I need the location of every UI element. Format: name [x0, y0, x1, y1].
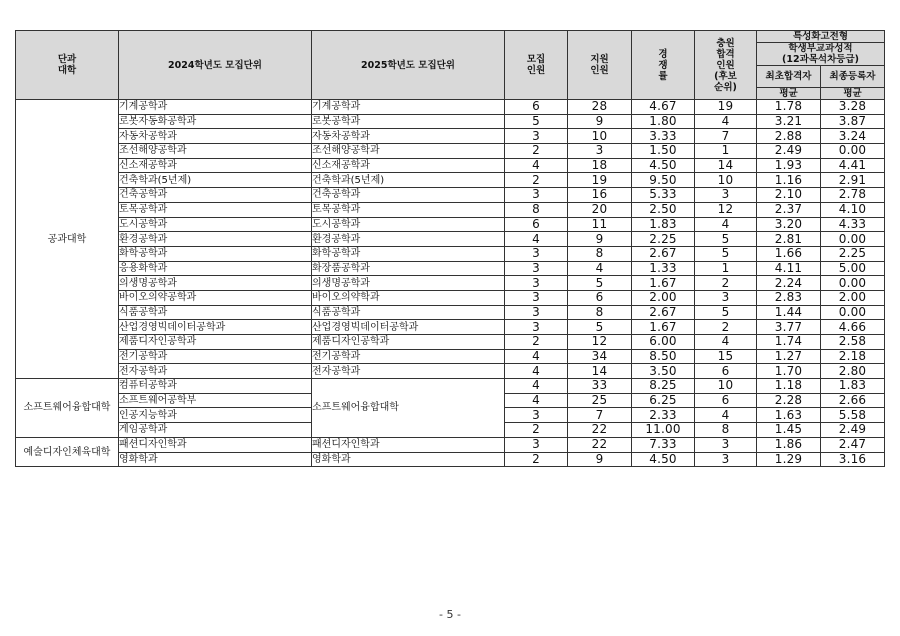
first-avg-cell: 1.70 [757, 364, 821, 379]
table-row [16, 335, 885, 350]
unit-2024-cell: 기계공학과 [119, 100, 312, 115]
ratio-cell: 8.50 [632, 349, 695, 364]
quota-cell: 2 [505, 423, 568, 438]
table-row [16, 173, 885, 188]
quota-cell: 4 [505, 158, 568, 173]
first-avg-cell: 2.88 [757, 129, 821, 144]
table-row [16, 144, 885, 159]
applicants-cell: 10 [568, 129, 632, 144]
quota-cell: 4 [505, 393, 568, 408]
unit-2025-cell: 전기공학과 [312, 349, 505, 364]
final-avg-cell: 3.28 [821, 100, 885, 115]
applicants-cell: 11 [568, 217, 632, 232]
unit-2025-cell: 산업경영빅데이터공학과 [312, 320, 505, 335]
final-avg-cell: 2.49 [821, 423, 885, 438]
final-avg-cell: 2.00 [821, 290, 885, 305]
first-avg-cell: 1.29 [757, 452, 821, 467]
ratio-cell: 2.50 [632, 202, 695, 217]
final-avg-cell: 1.83 [821, 379, 885, 394]
unit-2025-cell: 전자공학과 [312, 364, 505, 379]
unit-2025-cell: 로봇공학과 [312, 114, 505, 129]
additional-cell: 5 [695, 246, 757, 261]
unit-2024-cell: 환경공학과 [119, 232, 312, 247]
quota-cell: 3 [505, 261, 568, 276]
ratio-cell: 2.33 [632, 408, 695, 423]
first-avg-cell: 3.20 [757, 217, 821, 232]
first-avg-cell: 1.27 [757, 349, 821, 364]
additional-cell: 3 [695, 437, 757, 452]
applicants-cell: 14 [568, 364, 632, 379]
unit-2025-merged-cell: 소프트웨어융합대학 [312, 379, 505, 438]
applicants-cell: 34 [568, 349, 632, 364]
table-body [16, 100, 885, 467]
header-grade: 학생부교과성적 (12과목석차등급) [757, 43, 885, 66]
additional-cell: 4 [695, 408, 757, 423]
applicants-cell: 6 [568, 290, 632, 305]
quota-cell: 2 [505, 335, 568, 350]
final-avg-cell: 2.66 [821, 393, 885, 408]
header-special-track: 특성화고전형 [757, 31, 885, 43]
header-unit-2025: 2025학년도 모집단위 [312, 31, 505, 100]
applicants-cell: 33 [568, 379, 632, 394]
quota-cell: 4 [505, 349, 568, 364]
applicants-cell: 12 [568, 335, 632, 350]
first-avg-cell: 2.10 [757, 188, 821, 203]
applicants-cell: 25 [568, 393, 632, 408]
ratio-cell: 2.67 [632, 246, 695, 261]
ratio-cell: 3.50 [632, 364, 695, 379]
additional-cell: 8 [695, 423, 757, 438]
first-avg-cell: 1.93 [757, 158, 821, 173]
additional-cell: 1 [695, 261, 757, 276]
applicants-cell: 4 [568, 261, 632, 276]
header-average-final: 평균 [821, 88, 885, 100]
first-avg-cell: 1.86 [757, 437, 821, 452]
ratio-cell: 2.25 [632, 232, 695, 247]
applicants-cell: 5 [568, 276, 632, 291]
unit-2025-cell: 의생명공학과 [312, 276, 505, 291]
table-row [16, 129, 885, 144]
final-avg-cell: 3.16 [821, 452, 885, 467]
unit-2024-cell: 도시공학과 [119, 217, 312, 232]
unit-2024-cell: 의생명공학과 [119, 276, 312, 291]
quota-cell: 3 [505, 188, 568, 203]
unit-2024-cell: 소프트웨어공학부 [119, 393, 312, 408]
final-avg-cell: 2.18 [821, 349, 885, 364]
table-row [16, 261, 885, 276]
first-avg-cell: 2.28 [757, 393, 821, 408]
applicants-cell: 16 [568, 188, 632, 203]
table-row [16, 349, 885, 364]
ratio-cell: 9.50 [632, 173, 695, 188]
unit-2024-cell: 산업경영빅데이터공학과 [119, 320, 312, 335]
applicants-cell: 19 [568, 173, 632, 188]
quota-cell: 3 [505, 276, 568, 291]
table-row [16, 114, 885, 129]
additional-cell: 4 [695, 217, 757, 232]
unit-2025-cell: 패션디자인학과 [312, 437, 505, 452]
final-avg-cell: 4.33 [821, 217, 885, 232]
college-cell: 소프트웨어융합대학 [16, 379, 119, 438]
unit-2025-cell: 자동차공학과 [312, 129, 505, 144]
applicants-cell: 18 [568, 158, 632, 173]
quota-cell: 2 [505, 452, 568, 467]
final-avg-cell: 2.78 [821, 188, 885, 203]
final-avg-cell: 5.00 [821, 261, 885, 276]
unit-2025-cell: 조선해양공학과 [312, 144, 505, 159]
table-row [16, 452, 885, 467]
ratio-cell: 2.00 [632, 290, 695, 305]
applicants-cell: 9 [568, 114, 632, 129]
final-avg-cell: 4.66 [821, 320, 885, 335]
additional-cell: 4 [695, 335, 757, 350]
first-avg-cell: 1.66 [757, 246, 821, 261]
additional-cell: 5 [695, 232, 757, 247]
applicants-cell: 3 [568, 144, 632, 159]
ratio-cell: 4.50 [632, 452, 695, 467]
table-row [16, 246, 885, 261]
final-avg-cell: 0.00 [821, 232, 885, 247]
final-avg-cell: 0.00 [821, 276, 885, 291]
ratio-cell: 7.33 [632, 437, 695, 452]
quota-cell: 4 [505, 364, 568, 379]
unit-2025-cell: 건축학과(5년제) [312, 173, 505, 188]
header-average-first: 평균 [757, 88, 821, 100]
first-avg-cell: 1.78 [757, 100, 821, 115]
header-applicants: 지원 인원 [568, 31, 632, 100]
quota-cell: 3 [505, 305, 568, 320]
additional-cell: 2 [695, 320, 757, 335]
ratio-cell: 3.33 [632, 129, 695, 144]
first-avg-cell: 2.24 [757, 276, 821, 291]
unit-2025-cell: 식품공학과 [312, 305, 505, 320]
table-row [16, 305, 885, 320]
unit-2025-cell: 신소재공학과 [312, 158, 505, 173]
quota-cell: 4 [505, 379, 568, 394]
table-row [16, 290, 885, 305]
ratio-cell: 2.67 [632, 305, 695, 320]
table-row [16, 232, 885, 247]
additional-cell: 15 [695, 349, 757, 364]
final-avg-cell: 2.91 [821, 173, 885, 188]
first-avg-cell: 1.45 [757, 423, 821, 438]
ratio-cell: 1.67 [632, 276, 695, 291]
applicants-cell: 8 [568, 305, 632, 320]
final-avg-cell: 3.24 [821, 129, 885, 144]
additional-cell: 6 [695, 393, 757, 408]
final-avg-cell: 0.00 [821, 305, 885, 320]
unit-2024-cell: 식품공학과 [119, 305, 312, 320]
first-avg-cell: 1.63 [757, 408, 821, 423]
first-avg-cell: 1.18 [757, 379, 821, 394]
unit-2024-cell: 화학공학과 [119, 246, 312, 261]
unit-2024-cell: 제품디자인공학과 [119, 335, 312, 350]
unit-2024-cell: 토목공학과 [119, 202, 312, 217]
first-avg-cell: 1.44 [757, 305, 821, 320]
quota-cell: 2 [505, 144, 568, 159]
applicants-cell: 9 [568, 452, 632, 467]
college-cell: 예술디자인체육대학 [16, 437, 119, 466]
header-quota: 모집 인원 [505, 31, 568, 100]
additional-cell: 1 [695, 144, 757, 159]
applicants-cell: 8 [568, 246, 632, 261]
unit-2025-cell: 영화학과 [312, 452, 505, 467]
ratio-cell: 1.67 [632, 320, 695, 335]
quota-cell: 3 [505, 129, 568, 144]
table-header [16, 31, 885, 100]
final-avg-cell: 2.58 [821, 335, 885, 350]
table-row [16, 188, 885, 203]
ratio-cell: 1.33 [632, 261, 695, 276]
first-avg-cell: 3.77 [757, 320, 821, 335]
quota-cell: 6 [505, 100, 568, 115]
table-row [16, 437, 885, 452]
additional-cell: 14 [695, 158, 757, 173]
unit-2024-cell: 건축학과(5년제) [119, 173, 312, 188]
page-number: - 5 - [439, 608, 461, 621]
additional-cell: 12 [695, 202, 757, 217]
ratio-cell: 4.50 [632, 158, 695, 173]
ratio-cell: 11.00 [632, 423, 695, 438]
applicants-cell: 9 [568, 232, 632, 247]
unit-2024-cell: 바이오의약공학과 [119, 290, 312, 305]
table-row [16, 276, 885, 291]
additional-cell: 2 [695, 276, 757, 291]
table-row [16, 202, 885, 217]
unit-2024-cell: 신소재공학과 [119, 158, 312, 173]
unit-2025-cell: 화장품공학과 [312, 261, 505, 276]
quota-cell: 2 [505, 173, 568, 188]
applicants-cell: 22 [568, 437, 632, 452]
unit-2024-cell: 전기공학과 [119, 349, 312, 364]
ratio-cell: 5.33 [632, 188, 695, 203]
unit-2024-cell: 조선해양공학과 [119, 144, 312, 159]
header-final-registered: 최종등록자 [821, 66, 885, 88]
final-avg-cell: 4.41 [821, 158, 885, 173]
final-avg-cell: 5.58 [821, 408, 885, 423]
first-avg-cell: 1.16 [757, 173, 821, 188]
final-avg-cell: 2.25 [821, 246, 885, 261]
first-avg-cell: 2.37 [757, 202, 821, 217]
first-avg-cell: 3.21 [757, 114, 821, 129]
quota-cell: 8 [505, 202, 568, 217]
final-avg-cell: 3.87 [821, 114, 885, 129]
header-additional-accepted: 충원 합격 인원 (후보 순위) [695, 31, 757, 100]
unit-2025-cell: 화학공학과 [312, 246, 505, 261]
additional-cell: 10 [695, 173, 757, 188]
header-first-accepted: 최초합격자 [757, 66, 821, 88]
table-row [16, 100, 885, 115]
final-avg-cell: 2.80 [821, 364, 885, 379]
additional-cell: 10 [695, 379, 757, 394]
unit-2025-cell: 환경공학과 [312, 232, 505, 247]
quota-cell: 5 [505, 114, 568, 129]
unit-2025-cell: 제품디자인공학과 [312, 335, 505, 350]
first-avg-cell: 2.83 [757, 290, 821, 305]
quota-cell: 6 [505, 217, 568, 232]
ratio-cell: 6.00 [632, 335, 695, 350]
ratio-cell: 1.50 [632, 144, 695, 159]
table-row [16, 320, 885, 335]
ratio-cell: 1.80 [632, 114, 695, 129]
first-avg-cell: 4.11 [757, 261, 821, 276]
unit-2025-cell: 바이오의약학과 [312, 290, 505, 305]
header-ratio: 경 쟁 률 [632, 31, 695, 100]
additional-cell: 4 [695, 114, 757, 129]
unit-2024-cell: 응용화학과 [119, 261, 312, 276]
ratio-cell: 1.83 [632, 217, 695, 232]
applicants-cell: 22 [568, 423, 632, 438]
ratio-cell: 6.25 [632, 393, 695, 408]
final-avg-cell: 4.10 [821, 202, 885, 217]
quota-cell: 3 [505, 290, 568, 305]
final-avg-cell: 0.00 [821, 144, 885, 159]
ratio-cell: 4.67 [632, 100, 695, 115]
college-cell: 공과대학 [16, 100, 119, 379]
unit-2024-cell: 컴퓨터공학과 [119, 379, 312, 394]
final-avg-cell: 2.47 [821, 437, 885, 452]
unit-2024-cell: 게임공학과 [119, 423, 312, 438]
unit-2025-cell: 기계공학과 [312, 100, 505, 115]
unit-2024-cell: 영화학과 [119, 452, 312, 467]
admission-results-table [15, 30, 885, 467]
quota-cell: 3 [505, 320, 568, 335]
table-row [16, 158, 885, 173]
additional-cell: 5 [695, 305, 757, 320]
unit-2024-cell: 패션디자인학과 [119, 437, 312, 452]
applicants-cell: 20 [568, 202, 632, 217]
quota-cell: 3 [505, 246, 568, 261]
header-unit-2024: 2024학년도 모집단위 [119, 31, 312, 100]
additional-cell: 3 [695, 452, 757, 467]
table-row [16, 379, 885, 394]
unit-2024-cell: 전자공학과 [119, 364, 312, 379]
unit-2024-cell: 건축공학과 [119, 188, 312, 203]
additional-cell: 3 [695, 188, 757, 203]
unit-2025-cell: 건축공학과 [312, 188, 505, 203]
unit-2025-cell: 토목공학과 [312, 202, 505, 217]
unit-2024-cell: 로봇자동화공학과 [119, 114, 312, 129]
quota-cell: 4 [505, 232, 568, 247]
quota-cell: 3 [505, 437, 568, 452]
quota-cell: 3 [505, 408, 568, 423]
unit-2024-cell: 자동차공학과 [119, 129, 312, 144]
additional-cell: 19 [695, 100, 757, 115]
first-avg-cell: 2.81 [757, 232, 821, 247]
first-avg-cell: 1.74 [757, 335, 821, 350]
additional-cell: 6 [695, 364, 757, 379]
applicants-cell: 5 [568, 320, 632, 335]
unit-2024-cell: 인공지능학과 [119, 408, 312, 423]
table-row [16, 364, 885, 379]
unit-2025-cell: 도시공학과 [312, 217, 505, 232]
applicants-cell: 7 [568, 408, 632, 423]
additional-cell: 3 [695, 290, 757, 305]
table-row [16, 217, 885, 232]
applicants-cell: 28 [568, 100, 632, 115]
header-college: 단과 대학 [16, 31, 119, 100]
ratio-cell: 8.25 [632, 379, 695, 394]
additional-cell: 7 [695, 129, 757, 144]
first-avg-cell: 2.49 [757, 144, 821, 159]
